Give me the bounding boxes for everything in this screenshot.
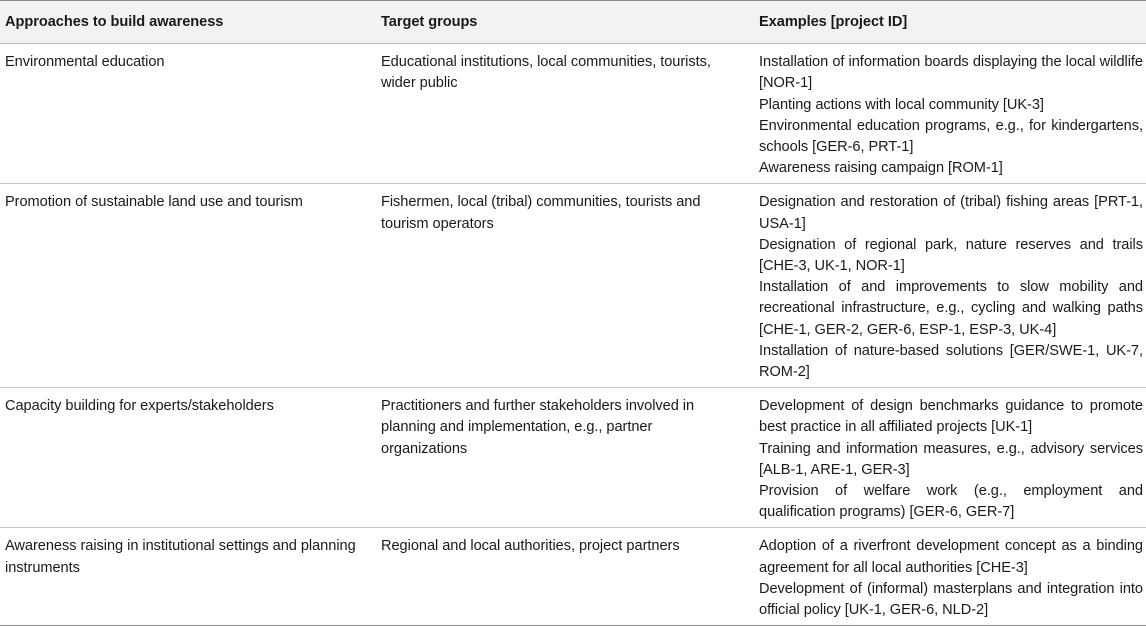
table-row (0, 44, 1146, 184)
example-item: Installation of and improvements to slow mobility and recreational infrastructure, e.g., cycling and walking paths [CHE-1, GER-2, GER-6, ESP-1, ESP-3, UK-4] (759, 279, 1143, 338)
table-row (0, 388, 1146, 528)
example-item: Designation of regional park, nature reserves and trails [CHE-3, UK-1, NOR-1] (759, 236, 1143, 275)
target-groups-cell: Practitioners and further stakeholders involved in planning and implementation, e.g., partner organizations (377, 388, 754, 528)
header-examples: Examples [project ID] (754, 1, 1146, 44)
examples-cell (754, 184, 1146, 388)
example-item: Development of (informal) masterplans and integration into official policy [UK-1, GER-6, NLD-2] (759, 580, 1143, 619)
target-groups-cell: Fishermen, local (tribal) communities, tourists and tourism operators (377, 184, 754, 388)
approach-cell: Environmental education (0, 44, 377, 184)
examples-cell (754, 528, 1146, 626)
example-item: Designation and restoration of (tribal) fishing areas [PRT-1, USA-1] (759, 194, 1143, 232)
example-item: Planting actions with local community [UK-3] (759, 96, 1044, 113)
examples-cell (754, 44, 1146, 184)
target-groups-cell: Educational institutions, local communities, tourists, wider public (377, 44, 754, 184)
table-body (0, 44, 1146, 626)
example-item: Provision of welfare work (e.g., employment and qualification programs) [GER-6, GER-7] (759, 483, 1143, 521)
examples-cell (754, 388, 1146, 528)
header-target-groups: Target groups (377, 1, 754, 44)
target-groups-cell: Regional and local authorities, project partners (377, 528, 754, 626)
table-header (0, 1, 1146, 44)
example-item: Installation of information boards displaying the local wildlife [NOR-1] (759, 54, 1143, 92)
example-item: Installation of nature-based solutions [GER/SWE-1, UK-7, ROM-2] (759, 342, 1143, 381)
example-item: Environmental education programs, e.g., for kindergartens, schools [GER-6, PRT-1] (759, 117, 1143, 156)
example-item: Adoption of a riverfront development concept as a binding agreement for all local authorities [CHE-3] (759, 538, 1143, 576)
example-item: Development of design benchmarks guidance to promote best practice in all affiliated projects [UK-1] (759, 398, 1143, 436)
approach-cell: Promotion of sustainable land use and tourism (0, 184, 377, 388)
table-row (0, 184, 1146, 388)
header-approaches: Approaches to build awareness (0, 1, 377, 44)
example-item: Awareness raising campaign [ROM-1] (759, 160, 1003, 177)
example-item: Training and information measures, e.g., advisory services [ALB-1, ARE-1, GER-3] (759, 440, 1143, 478)
approach-cell: Awareness raising in institutional settings and planning instruments (0, 528, 377, 626)
table-row (0, 528, 1146, 626)
approach-cell: Capacity building for experts/stakeholders (0, 388, 377, 528)
header-row (0, 1, 1146, 44)
